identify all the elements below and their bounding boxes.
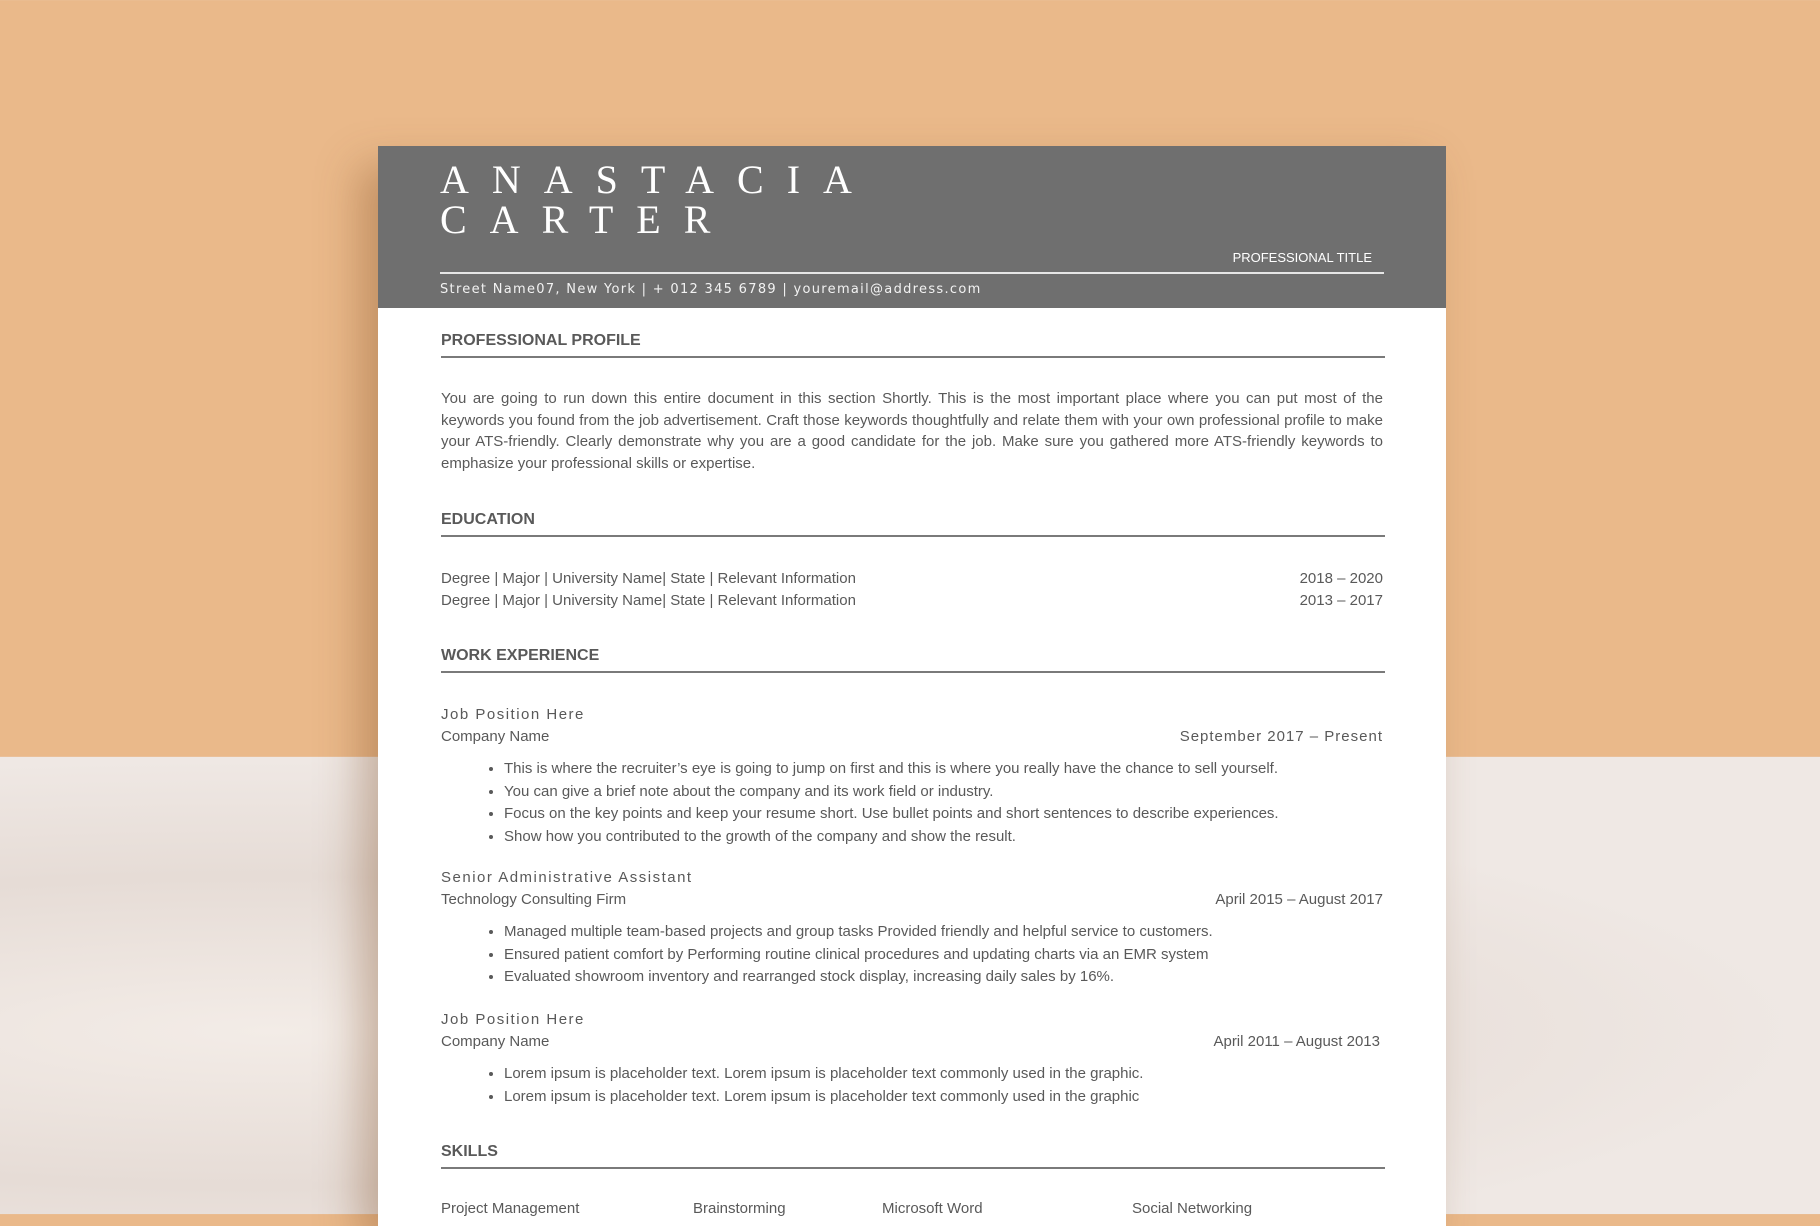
first-name: ANASTACIA xyxy=(440,157,875,202)
profile-heading: PROFESSIONAL PROFILE xyxy=(441,332,1385,358)
education-heading: EDUCATION xyxy=(441,511,1385,537)
job-bullet: • Lorem ipsum is placeholder text. Lorem ipsum is placeholder text commonly used in the graphic xyxy=(504,1086,1383,1109)
job-bullet: • You can give a brief note about the company and its work field or industry. xyxy=(504,781,1383,804)
job-bullet: • This is where the recruiter’s eye is going to jump on first and this is where you really have the chance to sell yourself. xyxy=(504,758,1383,781)
job-dates: September 2017 – Present xyxy=(1179,728,1383,745)
company-name: Company Name xyxy=(441,1033,550,1050)
education-row xyxy=(441,590,1383,612)
skill-item: Brainstorming xyxy=(693,1200,786,1217)
professional-title: PROFESSIONAL TITLE xyxy=(1232,250,1372,265)
profile-text: You are going to run down this entire document in this section Shortly. This is the most important place where you can put most of the keywords you found from the job advertisement. Craft those keywords thoughtfully and relate them with your own professional profile to make your ATS-friendly. Clearly demonstrate why you are a good candidate for the job. Make sure you gathered more ATS-friendly keywords to emphasize your professional skills or expertise. xyxy=(441,390,1383,473)
skill-item: Social Networking xyxy=(1132,1200,1253,1217)
company-name: Technology Consulting Firm xyxy=(441,891,627,908)
job-bullet: • Evaluated showroom inventory and rearranged stock display, increasing daily sales by 16%. xyxy=(504,966,1383,989)
education-years: 2013 – 2017 xyxy=(1299,592,1383,609)
job-dates: April 2011 – August 2013 xyxy=(1213,1033,1380,1050)
education-row xyxy=(441,568,1383,590)
job-entry xyxy=(441,1009,1383,1108)
job-entry xyxy=(441,704,1383,848)
header-divider xyxy=(440,272,1384,274)
job-title: Job Position Here xyxy=(441,1011,585,1028)
job-bullet: • Show how you contributed to the growth of the company and show the result. xyxy=(504,826,1383,849)
company-name: Company Name xyxy=(441,728,550,745)
education-list xyxy=(441,568,1383,612)
job-bullet: • Managed multiple team-based projects and group tasks Provided friendly and helpful service to customers. xyxy=(504,921,1383,944)
resume-header xyxy=(378,146,1446,308)
job-entry xyxy=(441,867,1383,989)
job-bullet: • Ensured patient comfort by Performing routine clinical procedures and updating charts via an EMR system xyxy=(504,944,1383,967)
job-bullet: • Lorem ipsum is placeholder text. Lorem ipsum is placeholder text commonly used in the graphic. xyxy=(504,1063,1383,1086)
job-bullet: • Focus on the key points and keep your resume short. Use bullet points and short sentences to describe experiences. xyxy=(504,803,1383,826)
education-detail: Degree | Major | University Name| State | Relevant Information xyxy=(441,570,856,587)
education-detail: Degree | Major | University Name| State | Relevant Information xyxy=(441,592,856,609)
skill-item: Microsoft Word xyxy=(882,1200,983,1217)
job-title: Senior Administrative Assistant xyxy=(441,869,693,886)
education-years: 2018 – 2020 xyxy=(1299,570,1383,587)
skills-heading: SKILLS xyxy=(441,1143,1385,1169)
work-heading: WORK EXPERIENCE xyxy=(441,647,1385,673)
contact-info: Street Name07, New York | + 012 345 6789 | youremail@address.com xyxy=(440,282,982,297)
job-dates: April 2015 – August 2017 xyxy=(1215,891,1383,908)
skill-item: Project Management xyxy=(441,1200,580,1217)
job-title: Job Position Here xyxy=(441,706,585,723)
last-name: CARTER xyxy=(440,197,734,242)
resume-page xyxy=(378,146,1446,1226)
